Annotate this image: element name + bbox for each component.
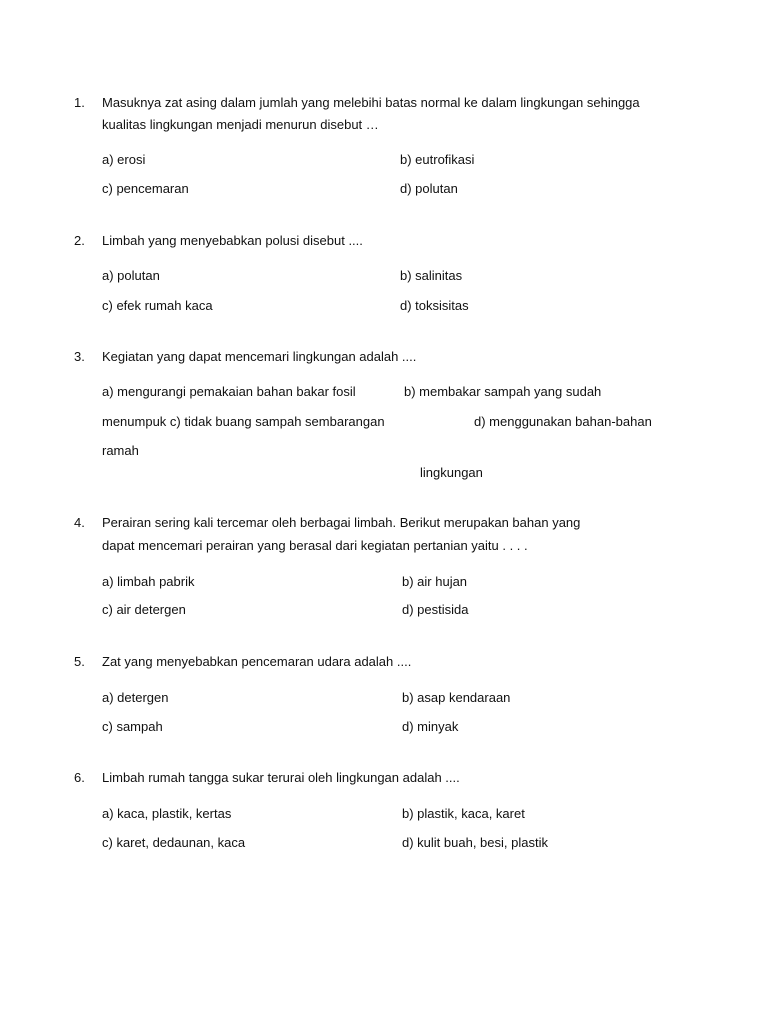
question-6-option-b: b) plastik, kaca, karet <box>402 806 525 821</box>
question-5-number: 5. <box>74 654 85 669</box>
question-4-option-b: b) air hujan <box>402 574 468 589</box>
question-3-option-line: lingkungan <box>420 465 483 480</box>
question-1-option-a: a) erosi <box>102 152 146 167</box>
question-3-option-b: b) membakar sampah yang sudah <box>404 384 602 399</box>
question-2-number: 2. <box>74 233 85 248</box>
question-1-option-b: b) eutrofikasi <box>400 152 475 167</box>
question-1-number: 1. <box>74 95 85 110</box>
question-6-option-a: a) kaca, plastik, kertas <box>102 806 232 821</box>
question-5-option-b: b) asap kendaraan <box>402 690 511 705</box>
question-2-option-c: c) efek rumah kaca <box>102 298 213 313</box>
question-3-option-line: menumpuk c) tidak buang sampah sembarangan <box>102 414 385 429</box>
question-5-text: Zat yang menyebabkan pencemaran udara adalah .... <box>102 654 412 669</box>
question-6-text: Limbah rumah tangga sukar terurai oleh lingkungan adalah .... <box>102 770 460 785</box>
question-4-number: 4. <box>74 515 85 530</box>
question-4-text: Perairan sering kali tercemar oleh berbagai limbah. Berikut merupakan bahan yang <box>102 515 581 530</box>
question-3-option-a: a) mengurangi pemakaian bahan bakar fosil <box>102 384 356 399</box>
question-3-text: Kegiatan yang dapat mencemari lingkungan adalah .... <box>102 349 417 364</box>
question-3-number: 3. <box>74 349 85 364</box>
question-6-option-c: c) karet, dedaunan, kaca <box>102 835 246 850</box>
question-2-option-b: b) salinitas <box>400 268 463 283</box>
question-2-option-a: a) polutan <box>102 268 160 283</box>
question-4-option-c: c) air detergen <box>102 602 186 617</box>
question-2-text: Limbah yang menyebabkan polusi disebut .... <box>102 233 363 248</box>
question-6-option-d: d) kulit buah, besi, plastik <box>402 835 548 850</box>
question-1-text: kualitas lingkungan menjadi menurun disebut … <box>102 117 379 132</box>
question-1-text: Masuknya zat asing dalam jumlah yang melebihi batas normal ke dalam lingkungan sehingga <box>102 95 640 110</box>
question-1-option-d: d) polutan <box>400 181 458 196</box>
question-1-option-c: c) pencemaran <box>102 181 189 196</box>
question-3-option-d: d) menggunakan bahan-bahan <box>474 414 652 429</box>
question-4-text: dapat mencemari perairan yang berasal dari kegiatan pertanian yaitu . . . . <box>102 538 528 553</box>
question-5-option-c: c) sampah <box>102 719 163 734</box>
question-5-option-d: d) minyak <box>402 719 459 734</box>
question-6-number: 6. <box>74 770 85 785</box>
question-4-option-d: d) pestisida <box>402 602 469 617</box>
question-4-option-a: a) limbah pabrik <box>102 574 195 589</box>
question-5-option-a: a) detergen <box>102 690 169 705</box>
question-3-option-line: ramah <box>102 443 139 458</box>
question-2-option-d: d) toksisitas <box>400 298 469 313</box>
